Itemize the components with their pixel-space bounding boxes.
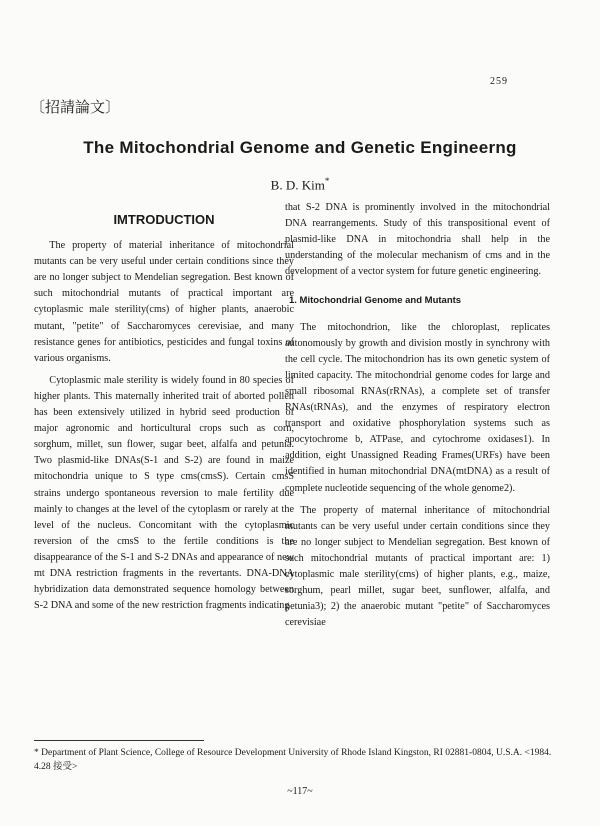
author-affiliation-footnote: * Department of Plant Science, College of Resource Development University of Rhode Island Kingston, RI 02881-0804, U.S.A. <1984. 4.28 接受> xyxy=(34,748,552,772)
article-title: The Mitochondrial Genome and Genetic Engineerng xyxy=(83,138,517,157)
author-mark: * xyxy=(324,176,330,186)
page-number: 259 xyxy=(490,76,508,87)
author-name: B. D. Kim xyxy=(270,177,325,193)
article-category: 〔招請論文〕 xyxy=(30,98,121,116)
intro-paragraph-2: Cytoplasmic male sterility is widely found in 80 species of higher plants. This maternally inherited trait of aborted pollen has been extensively utilized in hybrid seed production of major agronomic and horticultural crops such as corn, sorghum, millet, sun flower, sugar beet, alfalfa and petunia. Two plasmid-like DNAs(S-1 and S-2) are found in maize mitochondria unique to S type cms(cmsS). Certain cmsS strains undergo spontaneous reversion to male fertility due mainly to changes at the level of the cytoplasm or rarely at the level of the nucleus. Concomitant with the cytoplasmic reversion of the cmsS to the fertile conditions is the disappearance of the S-1 and S-2 DNAs and appearance of new mt DNA restriction fragments in the revertants. DNA-DNA hybridization data demonstrated sequence homology between S-2 DNA and some of the new restriction fragments indicating xyxy=(34,374,294,612)
intro-paragraph-3: that S-2 DNA is prominently involved in the mitochondrial DNA rearrangements. Study of this transpositional event of plasmid-like DNA in mitochondria shall help in the understanding of the molecular mechanism of cms and in the development of a vector system for future genetic engineering. xyxy=(285,202,550,278)
author-line xyxy=(0,176,600,193)
section-heading-introduction: IMTRODUCTION xyxy=(113,212,215,227)
intro-paragraph-1: The property of material inheritance of mitochondrial mutants can be very useful under certain conditions since they are no longer subject to Mendelian segregation. Best known of such mitochondrial mutants of practical important are cytoplasmic male sterility(cms) of higher plants, anaerobic mutant, "petite" of Saccharomyces cerevisiae, and many resistance genes for antibiotics, pesticides and fungal toxins of various organisms. xyxy=(34,240,294,364)
right-column xyxy=(285,200,550,631)
folio: ~117~ xyxy=(287,786,313,797)
genome-paragraph-2: The property of maternal inheritance of mitochondrial mutants can be very useful under certain conditions since they are no longer subject to Mendelian segregation. Best known of such mitochondrial mutants of practical important are: 1) cytoplasmic male sterility(cms) of higher plants, e.g., maize, sorghum, pearl millet, sugar beet, sunflower, alfalfa, and petunia3); 2) the anaerobic mutant "petite" of Saccharomyces cerevisiae xyxy=(285,504,550,629)
section-heading-mitochondrial-genome: 1. Mitochondrial Genome and Mutants xyxy=(289,295,462,307)
left-column xyxy=(34,212,294,614)
genome-paragraph-1: The mitochondrion, like the chloroplast, replicates autonomously by growth and division mostly in synchrony with the cell cycle. The mitochondrion has its own genetic system of limited capacity. The mitochondrial genome codes for large and small ribosomal RNAs(rRNAs), a complete set of transfer RNAs(tRNAs), and the enzymes of respiratory electron transport and oxidative phosphorylation systems such as apocytochrome b, ATPase, and cytochrome oxidases1). In addition, eight Unassigned Reading Frames(URFs) have been identified in human mitochondrial DNA(mtDNA) as a result of complete nucleotide sequencing of the whole genome2). xyxy=(285,321,550,494)
footnote-divider xyxy=(34,740,204,741)
